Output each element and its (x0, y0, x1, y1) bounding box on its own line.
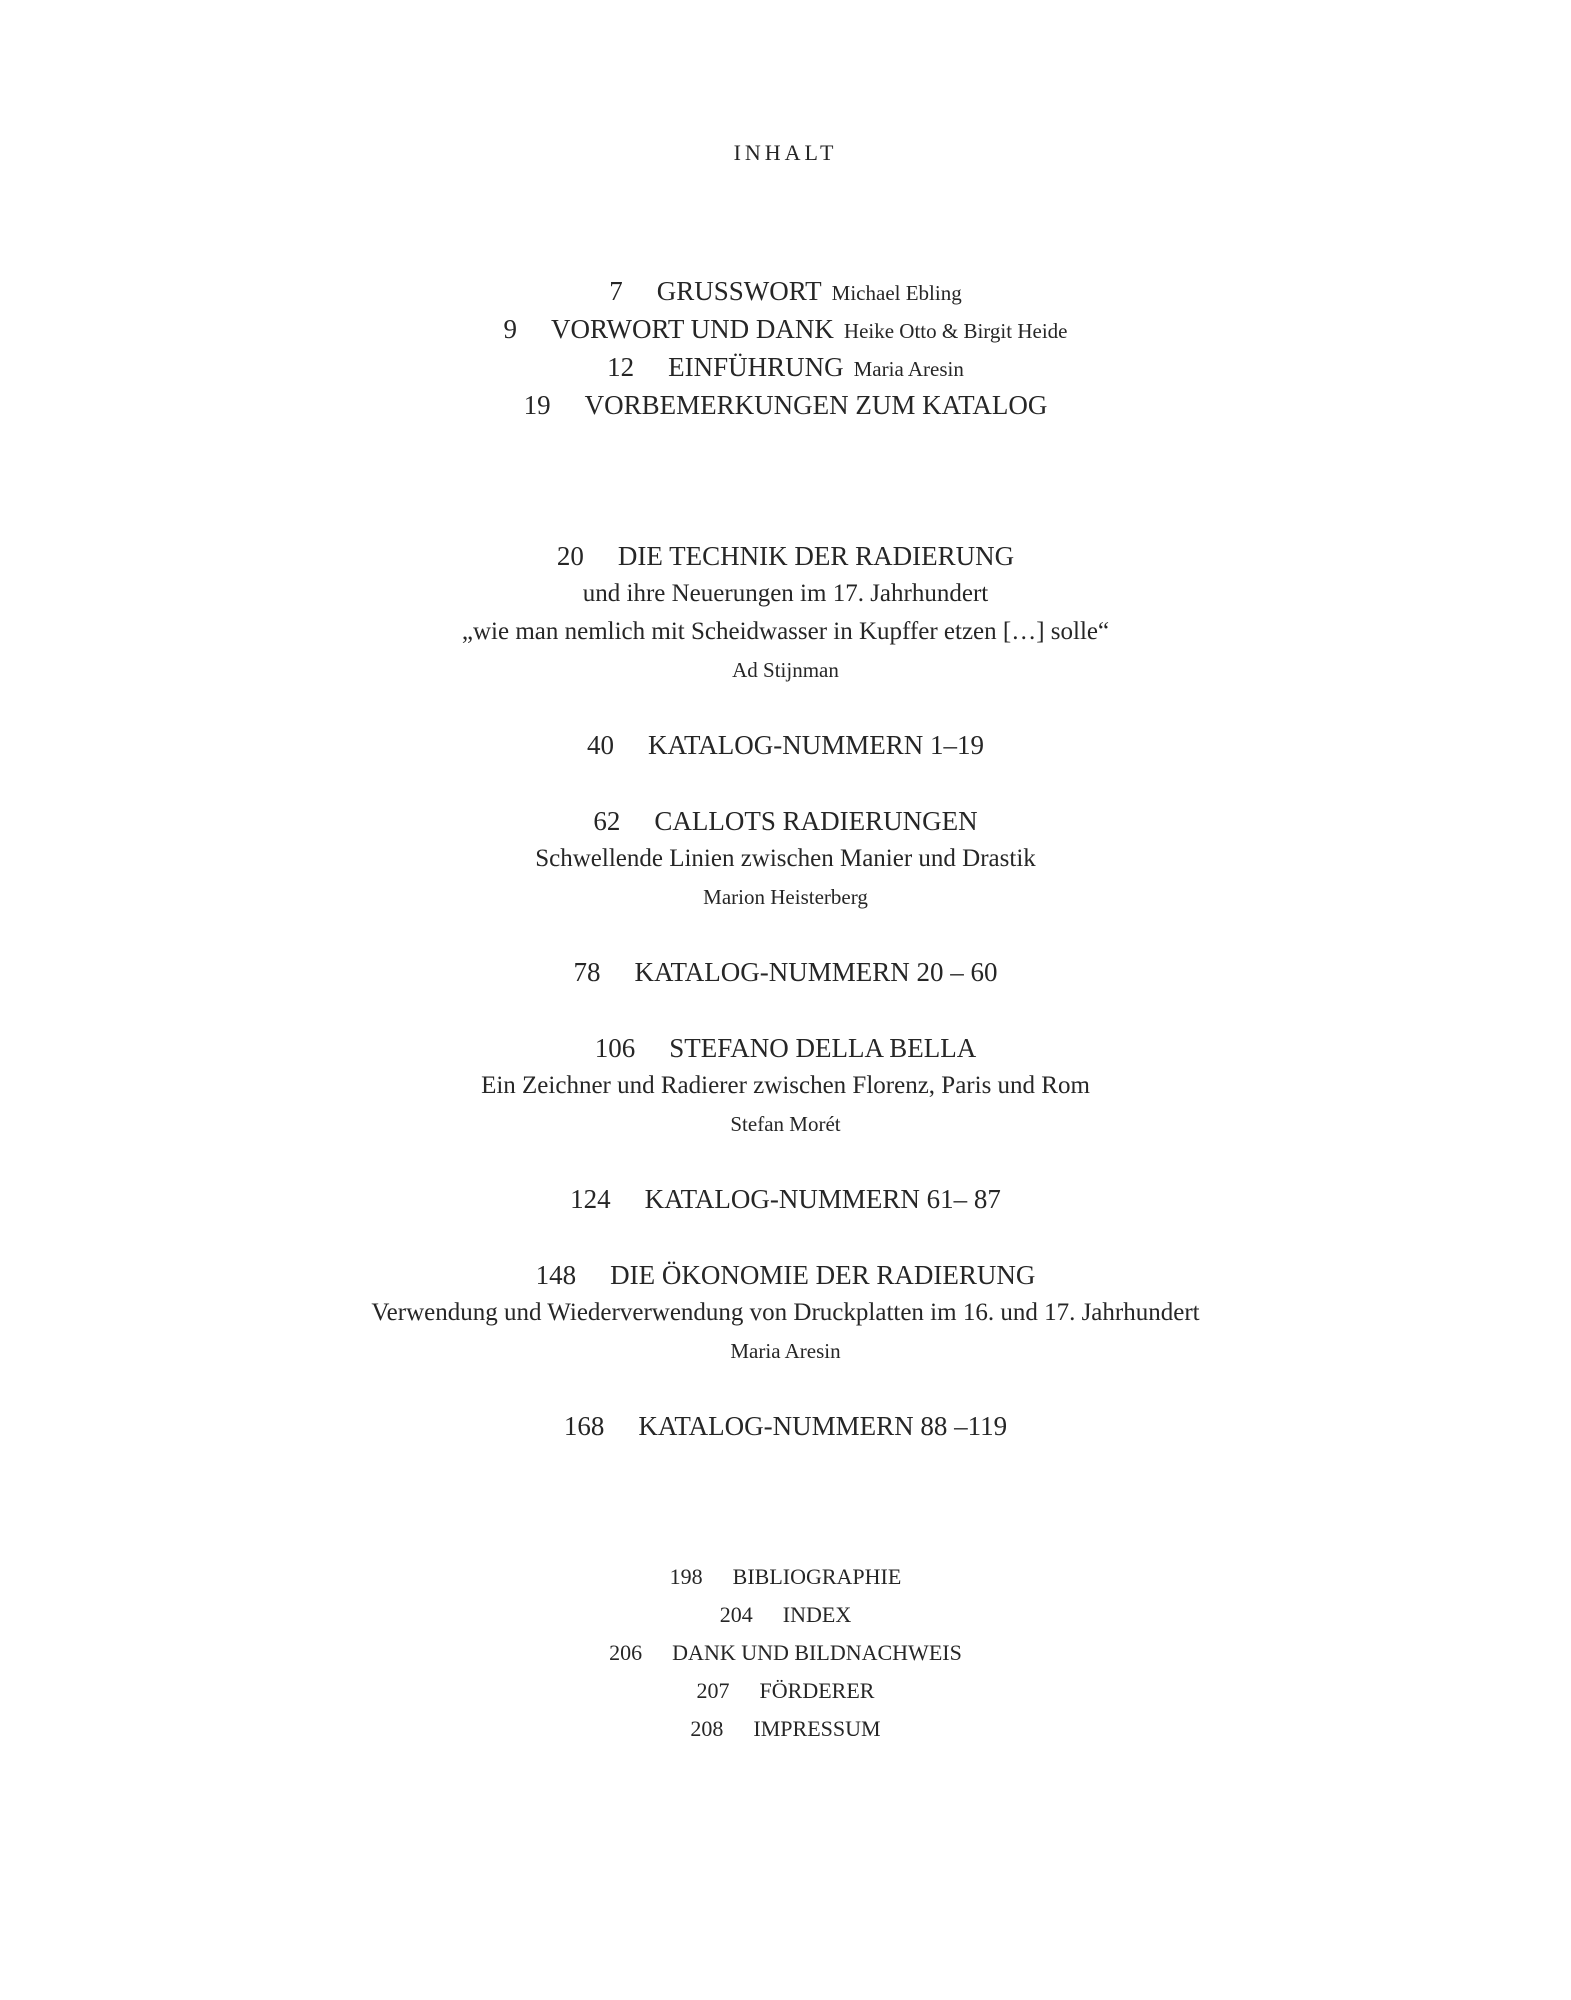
entry-title: DIE TECHNIK DER RADIERUNG (617, 541, 1015, 571)
entry-title: DIE ÖKONOMIE DER RADIERUNG (610, 1260, 1036, 1290)
entry-title: VORWORT UND DANK (551, 314, 834, 344)
page-number: 20 (556, 541, 584, 571)
toc-entry[interactable] (0, 1596, 1571, 1634)
toc-entry[interactable] (0, 272, 1571, 310)
page-number: 124 (570, 1184, 611, 1214)
entry-title: KATALOG-NUMMERN 20 – 60 (634, 957, 998, 987)
toc-section (0, 1029, 1571, 1143)
toc-section (0, 726, 1571, 764)
toc-entry[interactable] (0, 1634, 1571, 1672)
entry-title: KATALOG-NUMMERN 88 –119 (638, 1411, 1008, 1441)
toc-entry[interactable] (0, 1672, 1571, 1710)
entry-title: CALLOTS RADIERUNGEN (654, 806, 978, 836)
page-number: 204 (719, 1602, 753, 1627)
entry-author: Stefan Morét (730, 1112, 841, 1136)
entry-title: VORBEMERKUNGEN ZUM KATALOG (584, 390, 1048, 420)
page-title: INHALT (733, 140, 838, 165)
toc-entry[interactable] (0, 1256, 1571, 1294)
page-number: 12 (607, 352, 635, 382)
toc-entry[interactable] (0, 1029, 1571, 1067)
toc-entry[interactable] (0, 1180, 1571, 1218)
entry-author: Maria Aresin (853, 357, 964, 381)
page-number: 78 (573, 957, 601, 987)
page-number: 19 (523, 390, 551, 420)
toc-entry[interactable] (0, 1558, 1571, 1596)
page-number: 208 (690, 1716, 724, 1741)
toc-entry[interactable] (0, 310, 1571, 348)
entry-author: Marion Heisterberg (703, 885, 868, 909)
entry-title: EINFÜHRUNG (668, 352, 844, 382)
toc-entry[interactable] (0, 953, 1571, 991)
toc-section (0, 1256, 1571, 1370)
entry-title: KATALOG-NUMMERN 61– 87 (644, 1184, 1001, 1214)
toc-section (0, 1180, 1571, 1218)
entry-author: Ad Stijnman (732, 658, 839, 682)
page-number: 7 (609, 276, 623, 306)
page-number: 206 (609, 1640, 643, 1665)
entry-title: DANK UND BILDNACHWEIS (672, 1640, 962, 1665)
page-number: 207 (696, 1678, 730, 1703)
page-number: 168 (563, 1411, 605, 1441)
page-number: 148 (535, 1260, 577, 1290)
front-matter-list (0, 272, 1571, 424)
page-number: 62 (593, 806, 621, 836)
entry-author: Heike Otto & Birgit Heide (843, 319, 1068, 343)
entry-title: GRUSSWORT (656, 276, 822, 306)
toc-entry[interactable] (0, 386, 1571, 424)
entry-author: Michael Ebling (831, 281, 962, 305)
page-number: 9 (503, 314, 518, 344)
toc-section (0, 1407, 1571, 1445)
entry-title: BIBLIOGRAPHIE (732, 1564, 902, 1589)
page-number: 198 (669, 1564, 703, 1589)
entry-subtitle: und ihre Neuerungen im 17. Jahrhundert (582, 580, 989, 607)
entry-subtitle: Schwellende Linien zwischen Manier und Drastik (535, 845, 1036, 872)
toc-section (0, 953, 1571, 991)
toc-entry[interactable] (0, 1710, 1571, 1748)
toc-entry[interactable] (0, 1407, 1571, 1445)
toc-entry[interactable] (0, 537, 1571, 575)
back-matter-list (0, 1558, 1571, 1748)
toc-entry[interactable] (0, 348, 1571, 386)
page-number: 40 (586, 730, 614, 760)
toc-entry[interactable] (0, 802, 1571, 840)
entry-title: STEFANO DELLA BELLA (669, 1033, 977, 1063)
entry-title: INDEX (782, 1602, 852, 1627)
entry-subtitle: Ein Zeichner und Radierer zwischen Florenz, Paris und Rom (481, 1072, 1090, 1099)
entry-author: Maria Aresin (730, 1339, 841, 1363)
toc-entry[interactable] (0, 726, 1571, 764)
entry-title: KATALOG-NUMMERN 1–19 (647, 730, 985, 760)
page-number: 106 (594, 1033, 636, 1063)
entry-subtitle: Verwendung und Wiederverwendung von Druckplatten im 16. und 17. Jahrhundert (371, 1299, 1200, 1326)
entry-title: FÖRDERER (759, 1678, 875, 1703)
entry-title: IMPRESSUM (753, 1716, 881, 1741)
toc-section (0, 537, 1571, 689)
toc-section (0, 802, 1571, 916)
entry-subtitle: „wie man nemlich mit Scheidwasser in Kupffer etzen […] solle“ (461, 618, 1110, 645)
